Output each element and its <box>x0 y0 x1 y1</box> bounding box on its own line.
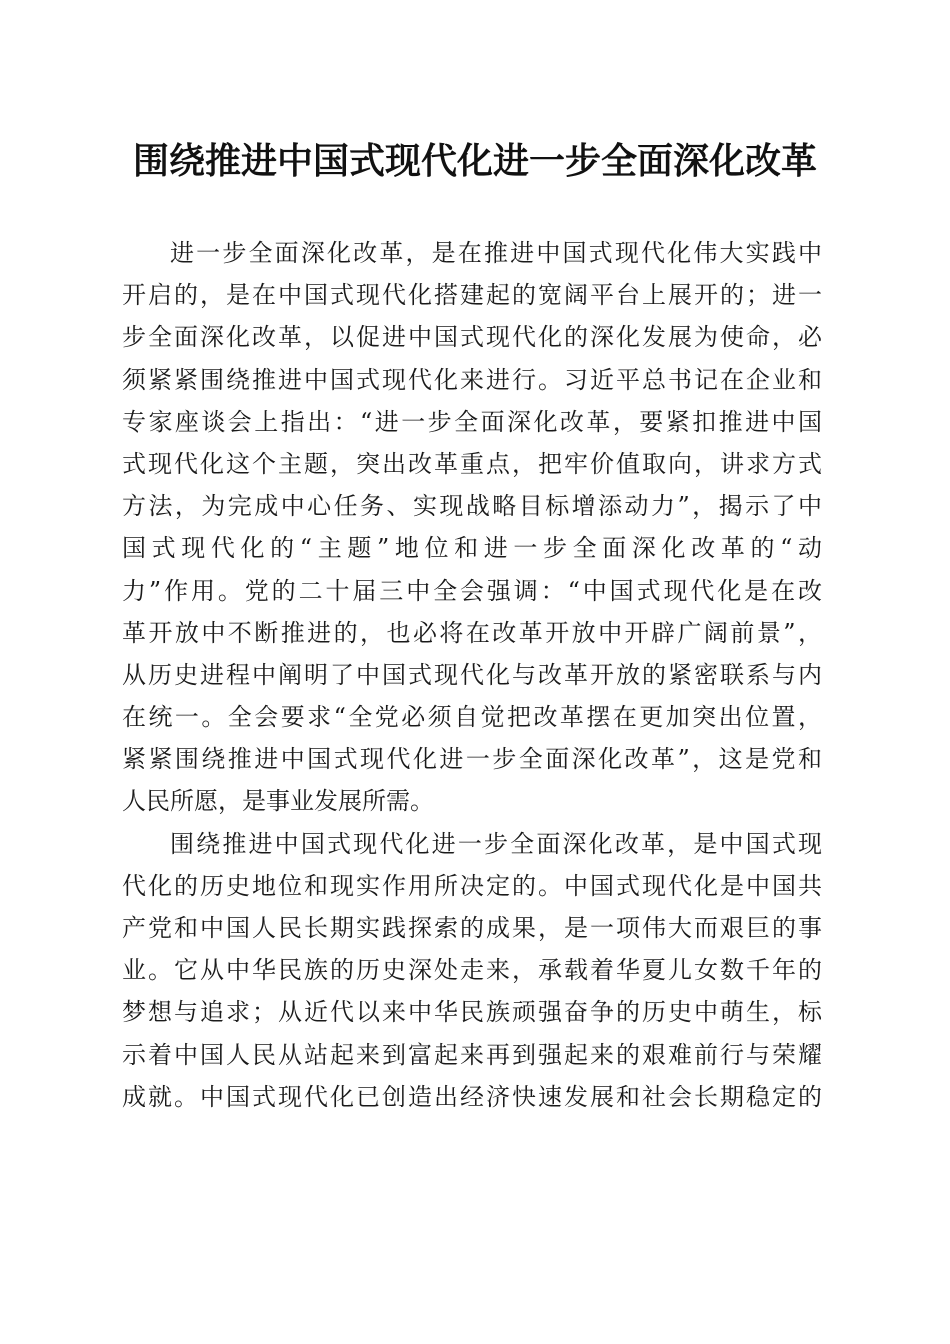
paragraph-line: 进一步全面深化改革，是在推进中国式现代化伟大实践中 <box>170 239 822 267</box>
paragraph-line: 方法，为完成中心任务、实现战略目标增添动力”，揭示了中 <box>122 492 822 521</box>
paragraph-line: 代化的历史地位和现实作用所决定的。中国式现代化是中国共 <box>122 871 822 900</box>
paragraph-line: 产党和中国人民长期实践探索的成果，是一项伟大而艰巨的事 <box>122 914 822 942</box>
paragraph-line: 步全面深化改革，以促进中国式现代化的深化发展为使命，必 <box>122 323 822 352</box>
paragraph-1 <box>122 232 822 823</box>
paragraph-line: 式现代化这个主题，突出改革重点，把牢价值取向，讲求方式 <box>122 449 822 478</box>
paragraph-line: 示着中国人民从站起来到富起来再到强起来的艰难前行与荣耀 <box>122 1040 822 1069</box>
document-body <box>122 232 822 1118</box>
paragraph-line: 业。它从中华民族的历史深处走来，承载着华夏儿女数千年的 <box>122 956 822 985</box>
paragraph-line: 人民所愿，是事业发展所需。 <box>122 787 434 816</box>
paragraph-line: 专家座谈会上指出：“进一步全面深化改革，要紧扣推进中国 <box>122 407 822 436</box>
paragraph-line: 在统一。全会要求“全党必须自觉把改革摆在更加突出位置， <box>122 703 822 732</box>
paragraph-line: 力”作用。党的二十届三中全会强调：“中国式现代化是在改 <box>122 576 822 605</box>
paragraph-line: 成就。中国式现代化已创造出经济快速发展和社会长期稳定的 <box>122 1082 822 1111</box>
document-title: 围绕推进中国式现代化进一步全面深化改革 <box>132 140 817 182</box>
paragraph-line: 须紧紧围绕推进中国式现代化来进行。习近平总书记在企业和 <box>122 365 822 394</box>
paragraph-line: 紧紧围绕推进中国式现代化进一步全面深化改革”，这是党和 <box>122 745 822 774</box>
paragraph-line: 从历史进程中阐明了中国式现代化与改革开放的紧密联系与内 <box>122 660 822 689</box>
paragraph-line: 围绕推进中国式现代化进一步全面深化改革，是中国式现 <box>170 829 822 858</box>
paragraph-line: 开启的，是在中国式现代化搭建起的宽阔平台上展开的；进一 <box>122 281 822 310</box>
paragraph-line: 梦想与追求；从近代以来中华民族顽强奋争的历史中萌生，标 <box>122 998 822 1027</box>
paragraph-line: 国式现代化的“主题”地位和进一步全面深化改革的“动 <box>122 534 822 563</box>
paragraph-line: 革开放中不断推进的，也必将在改革开放中开辟广阔前景”， <box>122 618 822 647</box>
paragraph-2 <box>122 823 822 1118</box>
